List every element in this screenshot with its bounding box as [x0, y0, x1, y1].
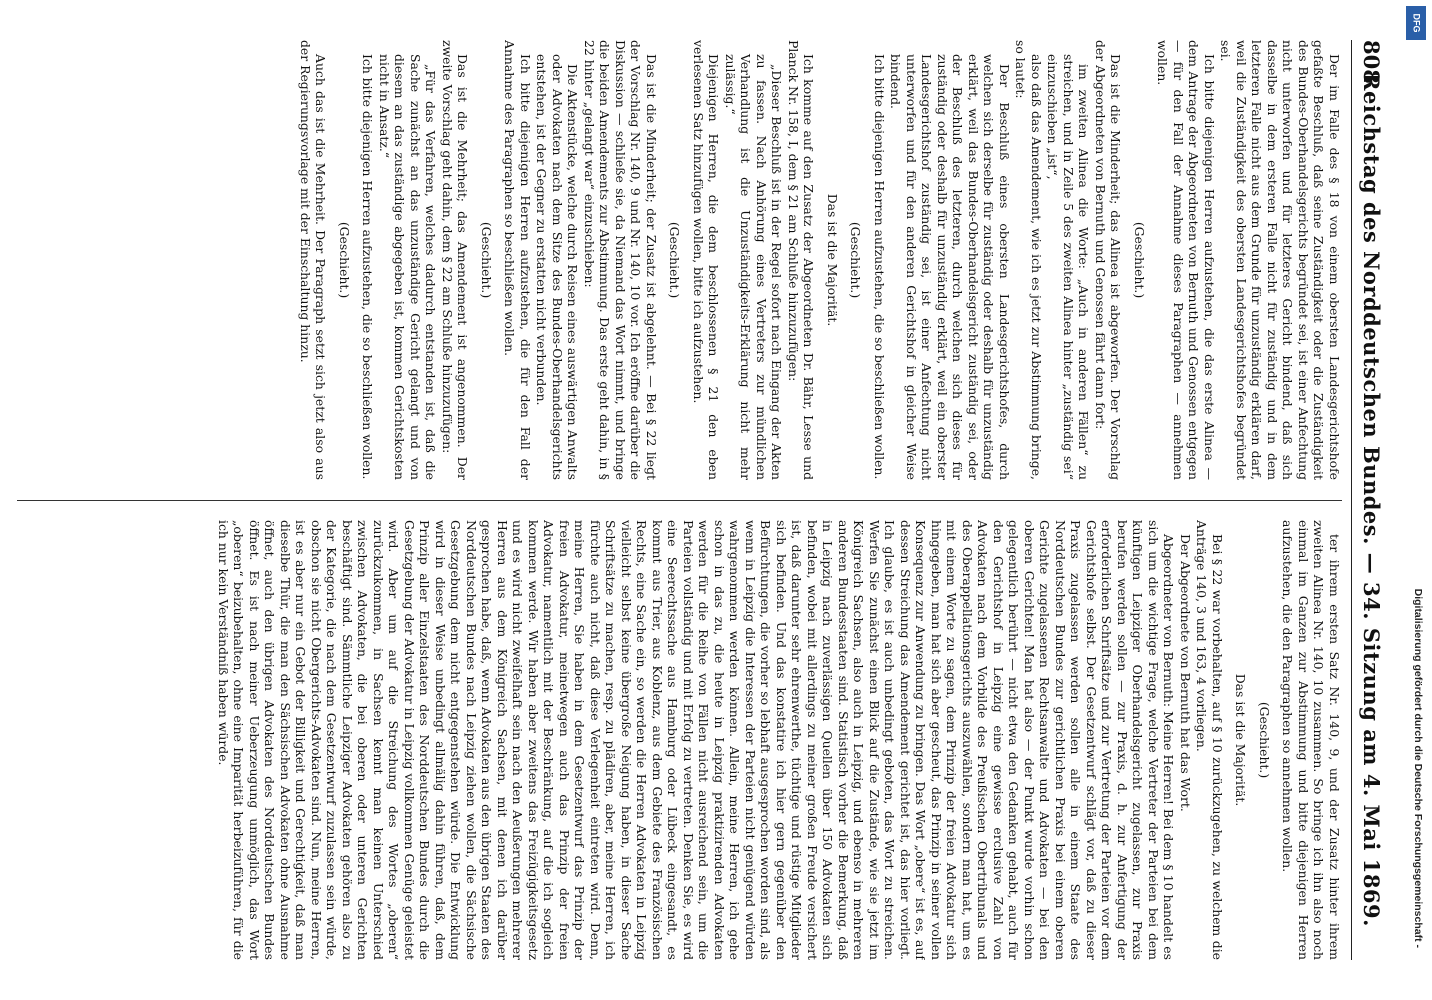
column-divider	[17, 500, 1342, 501]
paragraph: „Dieser Beschluß ist in der Regel sofort nach Eingang der Akten zu fassen. Nach Anhörung eines Vertreters zur mündlichen Verhandlung ist die Unzuständigkeits-Erklärung nicht mehr zulässig.“	[723, 54, 785, 480]
paragraph: Die Aktenstücke, welche durch Reisen eines auswärtigen Anwalts oder Advokaten nach dem Sitze des Bundes-Oberhandelsgerichts entstehen, ist der Gegner zu erstatten nicht verbunden.	[534, 54, 581, 480]
paragraph: Das ist die Minderheit; das Alinea ist abgeworfen. Der Vorschlag der Abgeordneten von Bernuth und Genossen fährt dann fort:	[1093, 40, 1124, 480]
paragraph: (Geschieht.)	[667, 221, 683, 299]
page-number: 808	[1359, 40, 1384, 84]
paragraph: Ich bitte diejenigen Herren aufzustehen, die für den Fall der Annahme des Paragraphen so beschließen wollen.	[502, 40, 533, 480]
paragraph: Ich bitte diejenigen Herren aufzustehen, die so beschließen wollen.	[360, 54, 376, 480]
digitization-notice: Digitalisierung gefördert durch die Deutsche Forschungsgemeinschaft -	[1412, 588, 1424, 948]
paragraph: (Geschieht.)	[479, 221, 494, 299]
paragraph: Diejenigen Herren, die dem beschlossenen § 21 den eben verlesenen Satz hinzufügen wollen, bitte ich aufzustehen.	[691, 40, 722, 480]
paragraph: Das ist die Minderheit; der Zusatz ist abgelehnt. — Bei § 22 liegt der Vorschlag Nr. 140, 9 und Nr. 140, 10 vor. Ich eröffne darüber die Diskussion — schließe sie, da Niemand das Wort nimmt, und bringe die beiden Amendements zur Abstimmung. Das erste geht dahin, in § 22 hinter „gelangt war“ einzuschieben:	[582, 40, 659, 480]
paragraph: Ich komme auf den Zusatz der Abgeordneten Dr. Bähr, Lesse und Planck Nr. 158, I, dem § 21 am Schluße hinzuzufügen:	[786, 40, 817, 480]
paragraph: Der Beschluß eines obersten Landesgerichtshofes, durch welchen sich derselbe für zuständig oder deshalb für unzuständig erklärt, weil das Bundes-Oberhandelsgericht zuständig sei, oder der Beschluß des letzteren, durch welchen sich dieses für zuständig oder deshalb für unzuständig erklärt, weil ein oberster Landesgerichtshof zuständig sei, ist einer Anfechtung nicht unterworfen und für den anderen Gerichtshof in gleicher Weise bindend.	[888, 54, 1012, 480]
paragraph: Ich bitte diejenigen Herren aufzustehen, die das erste Alinea — dem Antrage der Abgeordneten von Bernuth und Genossen entgegen — für den Fall der Annahme dieses Paragraphen — annehmen wollen.	[1155, 40, 1217, 480]
paragraph: (Geschieht.)	[1257, 701, 1272, 779]
running-title: Reichstag des Norddeutschen Bundes. — 34. Sitzung am 4. Mai 1869.	[1359, 73, 1384, 927]
paragraph: (Geschieht.)	[848, 221, 864, 299]
dfg-logo-text: DFG	[1411, 13, 1421, 33]
paragraph: also daß das Amendement, wie ich es jetzt zur Abstimmung bringe, so lautet:	[1013, 40, 1044, 480]
paragraph: „Für das Verfahren, welches dadurch entstanden ist, daß die Sache zunächst an das unzuständige Gericht gelangt und von diesem an das zuständige abgegeben ist, kommen Gerichtskosten nicht in Ansatz.“	[377, 54, 439, 480]
paragraph: Ich bitte diejenigen Herren aufzustehen, die so beschließen wollen.	[872, 54, 887, 480]
paragraph: ter ihrem ersten Satz Nr. 140, 9, und der Zusatz hinter ihrem zweiten Alinea Nr. 140, 10 zusammen. So bringe ich ihn also noch einmal im Ganzen zur Abstimmung und bitte diejenigen Herren aufzustehen, die den Paragraphen so annehmen wollen.	[1280, 520, 1342, 960]
paragraph: Auch das ist die Mehrheit. Der Paragraph setzt sich jetzt also aus der Regierungsvorlage mit der Einschaltung hinzu.	[298, 40, 329, 480]
left-column	[17, 40, 1342, 480]
paragraph: Der im Falle des § 18 von einem obersten Landesgerichtshofe gefaßte Beschluß, daß seine Zuständigkeit oder die Zuständigkeit des Bundes-Oberhandelsgerichts begründet sei, ist einer Anfechtung nicht unterworfen und für letzteres Gericht bindend, daß sich dasselbe in dem ersteren Falle nicht für zuständig und in dem letzteren Falle nicht aus dem Grunde für unzuständig erklären darf, weil die Zuständigkeit des obersten Landesgerichtshofes begründet sei.	[1218, 40, 1342, 480]
paragraph: (Geschieht.)	[1132, 221, 1147, 299]
digitization-footer	[1403, 0, 1429, 1000]
paragraph: (Geschieht.)	[337, 221, 352, 299]
paragraph: Abgeordneter von Bernuth: Meine Herren! Bei dem § 10 handelt es sich um die wichtige Frage, welche Vertreter der Parteien bei dem künftigen Leipziger Oberhandelsgericht zugelassen, zur Praxis berufen werden sollen — zur Praxis, d. h. zur Anfertigung der erforderlichen Schriftsätze und zur Vertretung der Parteien vor dem Gerichtshofe selbst. Der Gesetzentwurf schlägt vor, daß zu dieser Praxis zugelassen werden sollen alle in einem Staate des Norddeutschen Bundes zur gerichtlichen Praxis bei einem oberen Gerichte zugelassenen Rechtsanwalte und Advokaten — bei den oberen Gerichten! Man hat also — der Punkt wurde vorhin schon gelegentlich berührt — nicht etwa den Gedanken gehabt, auch für den Gerichtshof in Leipzig eine gewisse erclusive Zahl von Advokaten nach dem Vorbilde des Preußischen Obertribunals und des Oberappellationsgerichts auszuwählen, sondern man hat, um es mit einem Worte zu sagen, dem Prinzip der freien Advokatur sich hingegeben, man hat sich aber gescheut, das Prinzip in seiner vollen Konsequenz zur Anwendung zu bringen. Das Wort „obere“ ist es, auf dessen Streichung das Amendement gerichtet ist, das hier vorliegt. Ich glaube, es ist auch unbedingt geboten, das Wort zu streichen. Werfen Sie zunächst einen Blick auf die Zustände, wie sie jetzt im Königreich Sachsen, also auch in Leipzig, und ebenso in mehreren anderen Bundesstaaten sind. Statistisch vorher die Bemerkung, daß in Leipzig nach zuverlässigen Quellen über 150 Advokaten sich befinden, wobei mit allerdings zu meiner großen Freude versichert ist, daß darunter sehr ehrenwerthe, tüchtige und rüstige Mitglieder sich befinden. Und das konstatire ich hier gern gegenüber den Befürchtungen, die vorher so lebhaft ausgesprochen worden sind, als wenn in Leipzig die Interessen der Parteien nicht genügend würden wahrgenommen werden können. Allein, meine Herren, ich gehe schon in das zu, die heute in Leipzig praktizirenden Advokaten werden für die Reihe von Fällen nicht ausreichend sein, um die Parteien vollständig und mit Erfolg zu vertreten. Denken Sie, es wird eine Seerechtssache aus Hamburg oder Lübeck eingesandt, es kommt aus Trier, aus Koblenz, aus dem Gebiete des Französischen Rechts, eine Sache ein, so werden die Herren Advokaten in Leipzig vielleicht selbst keine übergroße Neigung haben, in dieser Sache Schriftsätze zu machen, resp. zu plädiren, aber, meine Herren, ich fürchte auch nicht, daß diese Verlegenheit eintreten wird. Denn, meine Herren, Sie haben in dem Gesetzentwurf das Prinzip der freien Advokatur, meinetwegen auch das Prinzip der freien Advokatur, namentlich mit der Beschränkung, auf die ich sogleich kommen werde. Wir haben aber zweitens das Freizügigkeitsgesetz und es wird nicht zweifelhaft sein nach den Aeußerungen mehrerer Herren aus dem Königreich Sachsen, mit denen ich darüber gesprochen habe, daß, wenn Advokaten aus den übrigen Staaten des Norddeutschen Bundes nach Leipzig ziehen wollen, die Sächsische Gesetzgebung dem nicht entgegenstehen würde. Die Entwicklung wird in dieser Weise unbedingt allmälig dahin führen, daß, dem Prinzip aller Einzelstaaten des Norddeutschen Bundes durch die Gesetzgebung der Advokatur in Leipzig vollkommen Genüge geleistet wird. Aber um auf die Streichung des Wortes „oberen“ zurückzukommen, in Sachsen kennt man keinen Unterschied zwischen Advokaten, die bei oberen oder unteren Gerichten beschäftigt sind. Sämmtliche Leipziger Advokaten gehören also zu der Kategorie, die nach dem Gesetzentwurf zuzulassen sein würde, obschon sie nicht Obergerichts-Advokaten sind. Nun, meine Herren, ist es aber nur ein Gebot der Billigkeit und Gerechtigkeit, daß man dieselbe Thür, die man den Sächsischen Advokaten ohne Ausnahme öffnet, auch den übrigen Advokaten des Norddeutschen Bundes öffnet. Es ist nach meiner Ueberzeugung unmöglich, das Wort „oberen“ beizubehalten, ohne eine Imparität herbeizuführen, für die ich nur kein Verständniß haben würde.	[216, 520, 1177, 960]
dfg-logo	[1406, 6, 1426, 40]
paragraph: im zweiten Alinea die Worte: „Auch in anderen Fällen“ zu streichen, und in Zeile 5 des zweiten Alinea hinter „zuständig sei“ einzuschieben „ist“,	[1045, 54, 1092, 480]
paragraph: Das ist die Majorität.	[825, 193, 840, 327]
paragraph: Das ist die Mehrheit; das Amendement ist angenommen. Der zweite Vorschlag geht dahin, dem § 22 am Schluße hinzuzufügen:	[440, 40, 471, 480]
paragraph: Das ist die Majorität.	[1233, 673, 1249, 807]
right-column	[17, 520, 1342, 960]
page-header	[1351, 40, 1386, 960]
paragraph: Bei § 22 war vorbehalten, auf § 10 zurückzugehen, zu welchem die Anträge 140, 3 und 163, 4 vorliegen.	[1194, 520, 1225, 960]
paragraph: Der Abgeordnete von Bernuth hat das Wort.	[1178, 534, 1193, 812]
